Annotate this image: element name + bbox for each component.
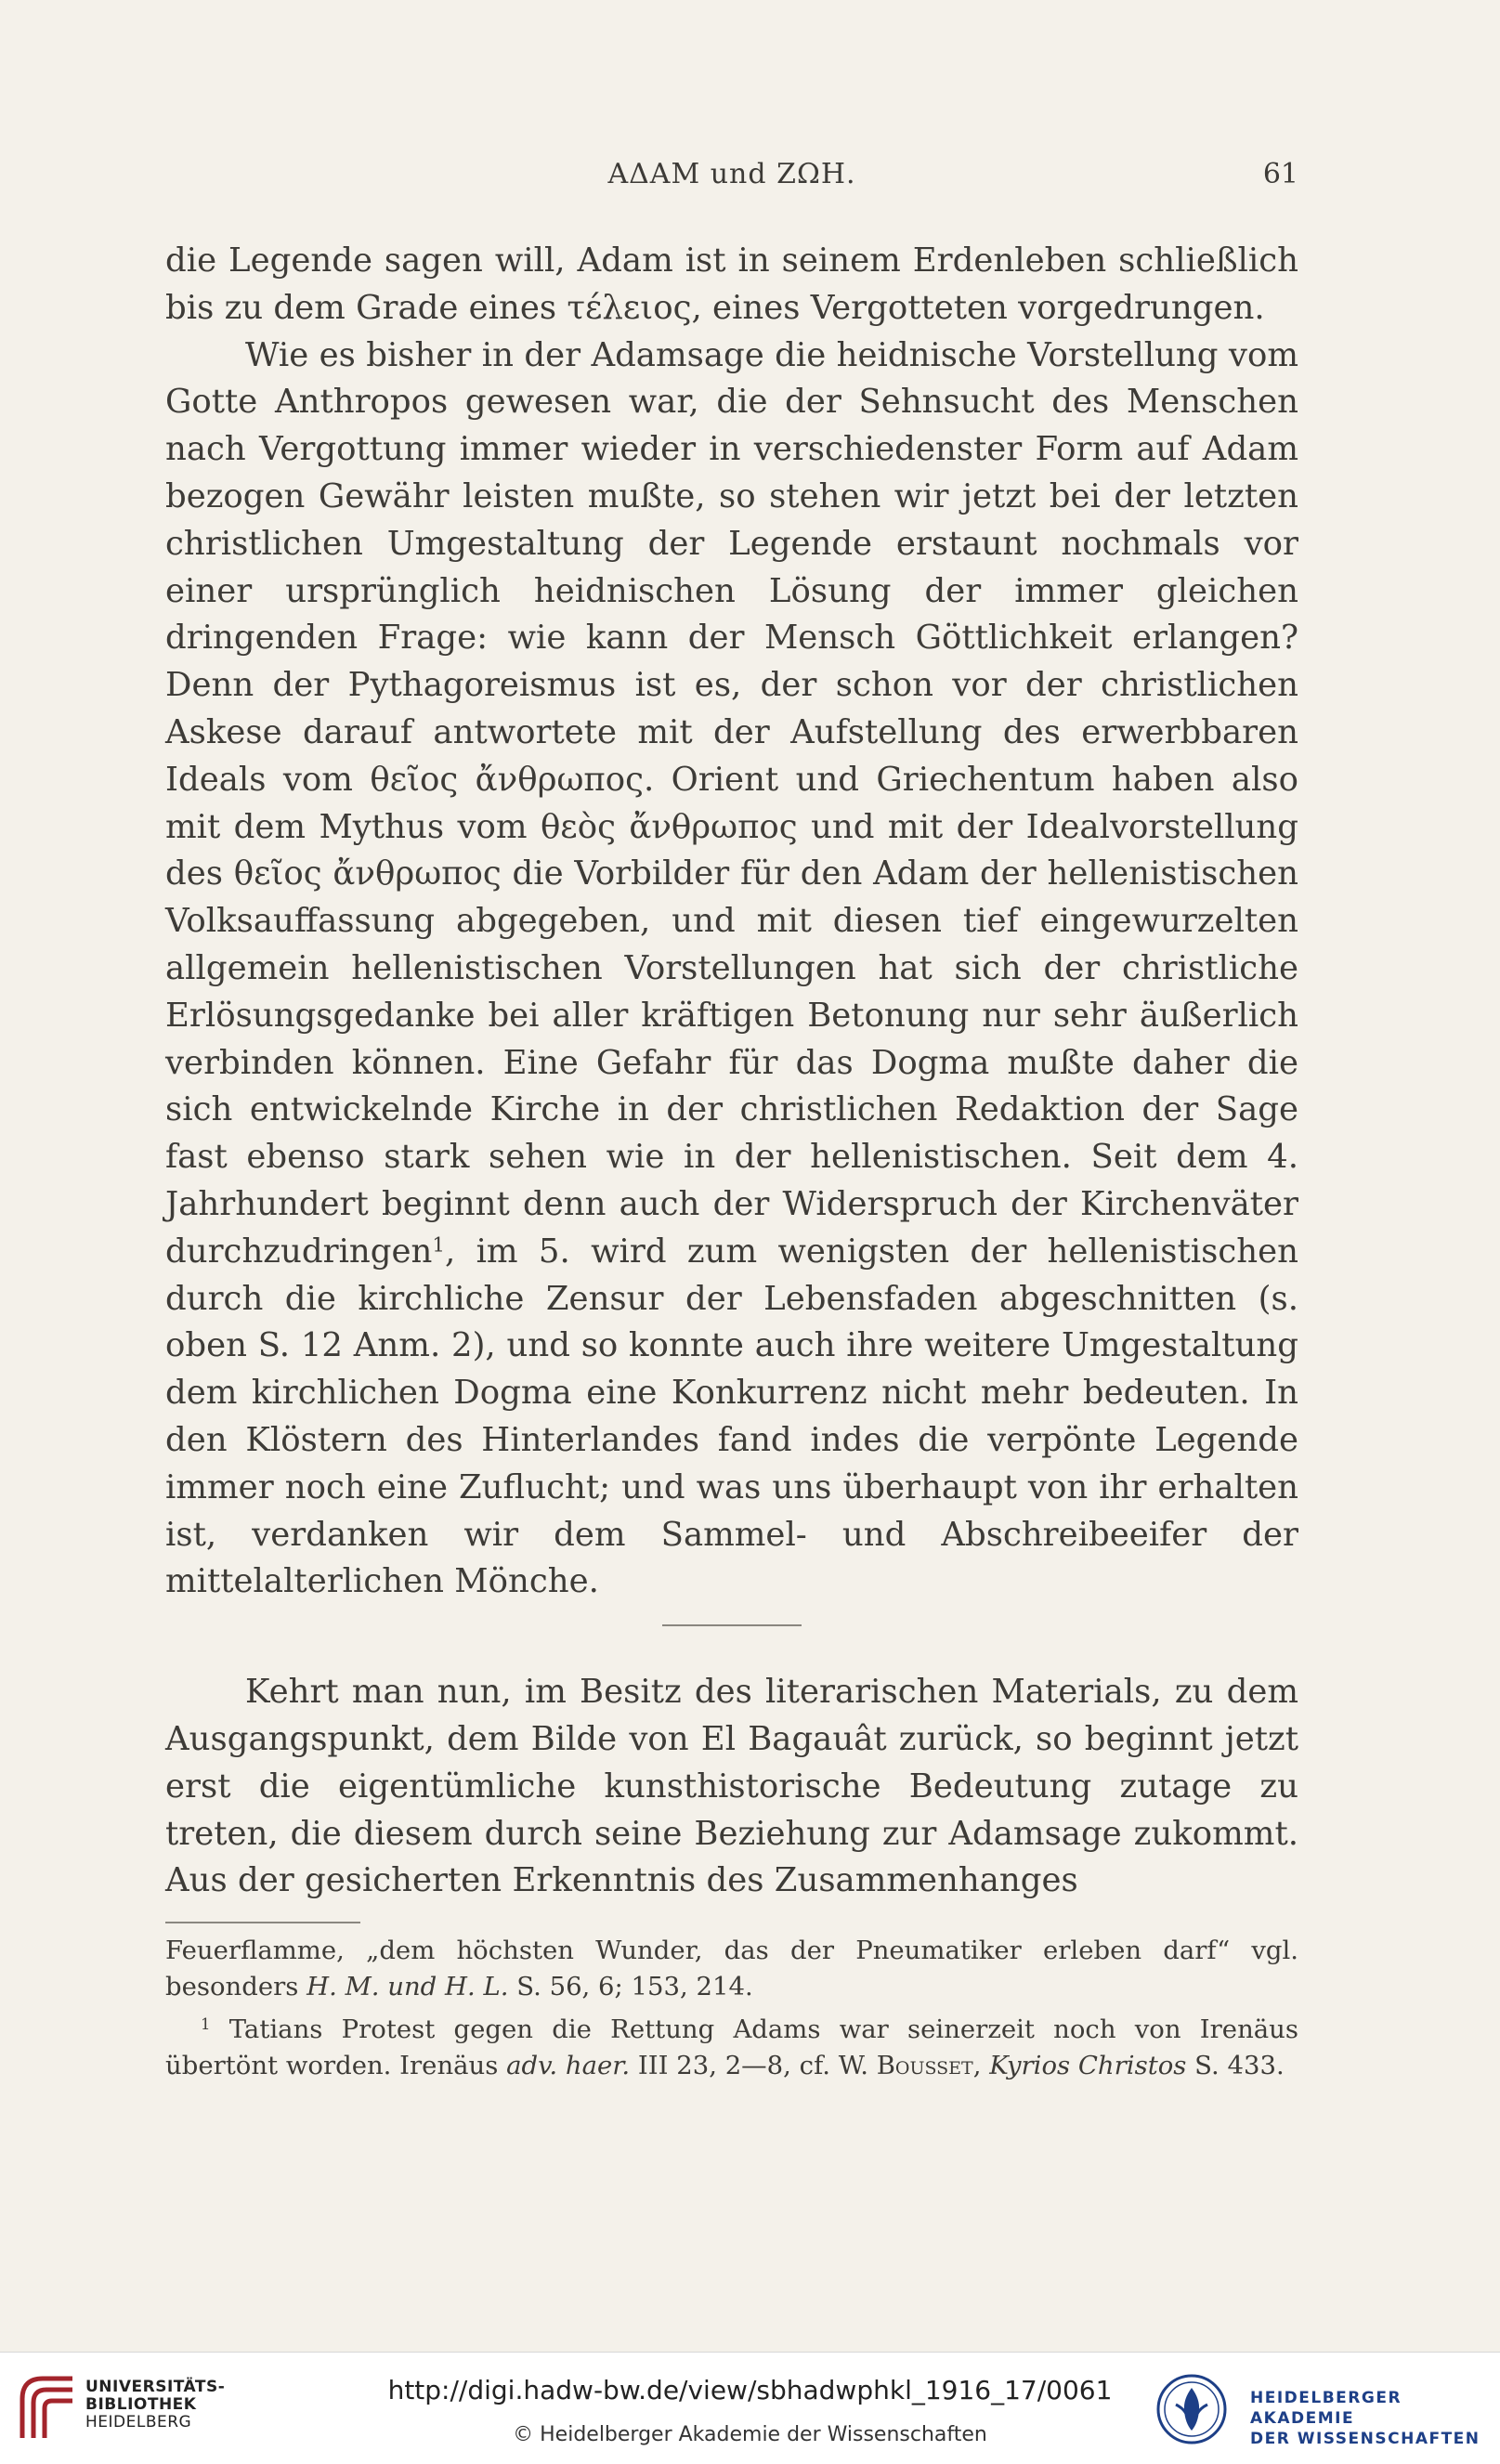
footnote-divider: [165, 1922, 360, 1923]
paragraph-2: [165, 332, 1298, 1607]
academy-name: [1250, 2388, 1500, 2449]
footnote-1-text-d: S. 433.: [1186, 2050, 1285, 2080]
footnotes: [165, 1933, 1298, 2083]
paragraph-3: Kehrt man nun, im Besitz des literarischen Materials, zu dem Ausgangspunkt, dem Bilde von El Bagauât zurück, so beginnt jetzt erst die eigentümliche kunsthistorische Bedeutung zutage zu treten, die diesem durch seine Beziehung zur Adamsage zukommt. Aus der gesicherten Erkenntnis des Zusammenhanges: [165, 1673, 1298, 1900]
page-number: 61: [1262, 158, 1298, 190]
copyright-notice: © Heidelberger Akademie der Wissenschaften: [513, 2423, 987, 2446]
library-line-2: BIBLIOTHEK: [85, 2395, 197, 2414]
section-divider: [662, 1624, 802, 1626]
footnote-1-text-c: ,: [972, 2050, 990, 2080]
footnote-marker-1: 1: [432, 1233, 445, 1258]
footnote-continuation: [165, 1933, 1298, 2004]
footnote-1-title: Kyrios Christos: [989, 2050, 1187, 2080]
footnote-continuation-reference: H. M. und H. L.: [307, 1971, 509, 2001]
footnote-1-work: adv. haer.: [506, 2050, 631, 2080]
paragraph-2-part-a: Wie es bisher in der Adamsage die heidnische Vorstellung vom Gotte Anthropos gewesen war, die der Sehnsucht des Menschen nach Vergottung immer wieder in verschiedenster Form auf Adam bezogen Gewähr leisten mußte, so stehen wir jetzt bei der letzten christlichen Umgestaltung der Legende erstaunt nochmals vor einer ursprünglich heidnischen Lösung der immer gleichen dringenden Frage: wie kann der Mensch Göttlichkeit erlangen? Denn der Pythagoreismus ist es, der schon vor der christlichen Askese darauf antwortete mit der Aufstellung des erwerbbaren Ideals vom θεῖος ἄνθρωπος. Orient und Griechentum haben also mit dem Mythus vom θεὸς ἄνθρωπος und mit der Idealvorstellung des θεῖος ἄνθρωπος die Vorbilder für den Adam der hellenistischen Volksauffassung abgegeben, und mit diesen tief eingewurzelten allgemein hellenistischen Vorstellungen hat sich der christliche Erlösungsgedanke bei aller kräftigen Betonung nur sehr äußerlich verbinden können. Eine Gefahr für das Dogma mußte daher die sich entwickelnde Kirche in der christlichen Redaktion der Sage fast ebenso stark sehen wie in der hellenistischen. Seit dem 4. Jahrhundert beginnt denn auch der Widerspruch der Kirchenväter durchzudringen: [165, 335, 1298, 1271]
footnote-1-marker: 1: [201, 2015, 211, 2034]
academy-seal-icon[interactable]: [1155, 2373, 1228, 2445]
footnote-1-text-a: Tatians Protest gegen die Rettung Adams war seinerzeit noch von Irenäus übertönt worden. Irenäus: [165, 2014, 1298, 2080]
footnote-1: [165, 2012, 1298, 2083]
permalink-url[interactable]: http://digi.hadw-bw.de/view/sbhadwphkl_1916_17/0061: [387, 2375, 1113, 2405]
running-title: ΑΔΑΜ und ΖΩΗ.: [607, 158, 856, 190]
footnote-1-author: Bousset: [876, 2050, 973, 2080]
footer-bar: [0, 2352, 1500, 2464]
library-line-1: UNIVERSITÄTS-: [85, 2378, 226, 2396]
academy-line-2: DER WISSENSCHAFTEN: [1250, 2430, 1480, 2448]
paragraph-1: die Legende sagen will, Adam ist in seinem Erdenleben schließlich bis zu dem Grade eines τέλειος, eines Vergotteten vorgedrungen.: [165, 241, 1298, 327]
footnote-continuation-pages: S. 56, 6; 153, 214.: [508, 1971, 753, 2001]
footnote-1-text-b: III 23, 2—8, cf. W.: [630, 2050, 877, 2080]
body-text: [165, 238, 1298, 2083]
running-head: [165, 158, 1298, 204]
academy-line-1: HEIDELBERGER AKADEMIE: [1250, 2389, 1402, 2428]
library-line-3: HEIDELBERG: [85, 2413, 192, 2431]
paragraph-2-part-b: , im 5. wird zum wenigsten der hellenistischen durch die kirchliche Zensur der Lebensfaden abgeschnitten (s. oben S. 12 Anm. 2), und so konnte auch ihre weitere Umgestaltung dem kirchlichen Dogma eine Konkurrenz nicht mehr bedeuten. In den Klöstern des Hinterlandes fand indes die verpönte Legende immer noch eine Zuflucht; und was uns überhaupt von ihr erhalten ist, verdanken wir dem Sammel- und Abschreibeeifer der mittelalterlichen Mönche.: [165, 1232, 1298, 1601]
footnote-continuation-text: Feuerflamme, „dem höchsten Wunder, das der Pneumatiker erleben darf“ vgl. besonders: [165, 1936, 1298, 2001]
